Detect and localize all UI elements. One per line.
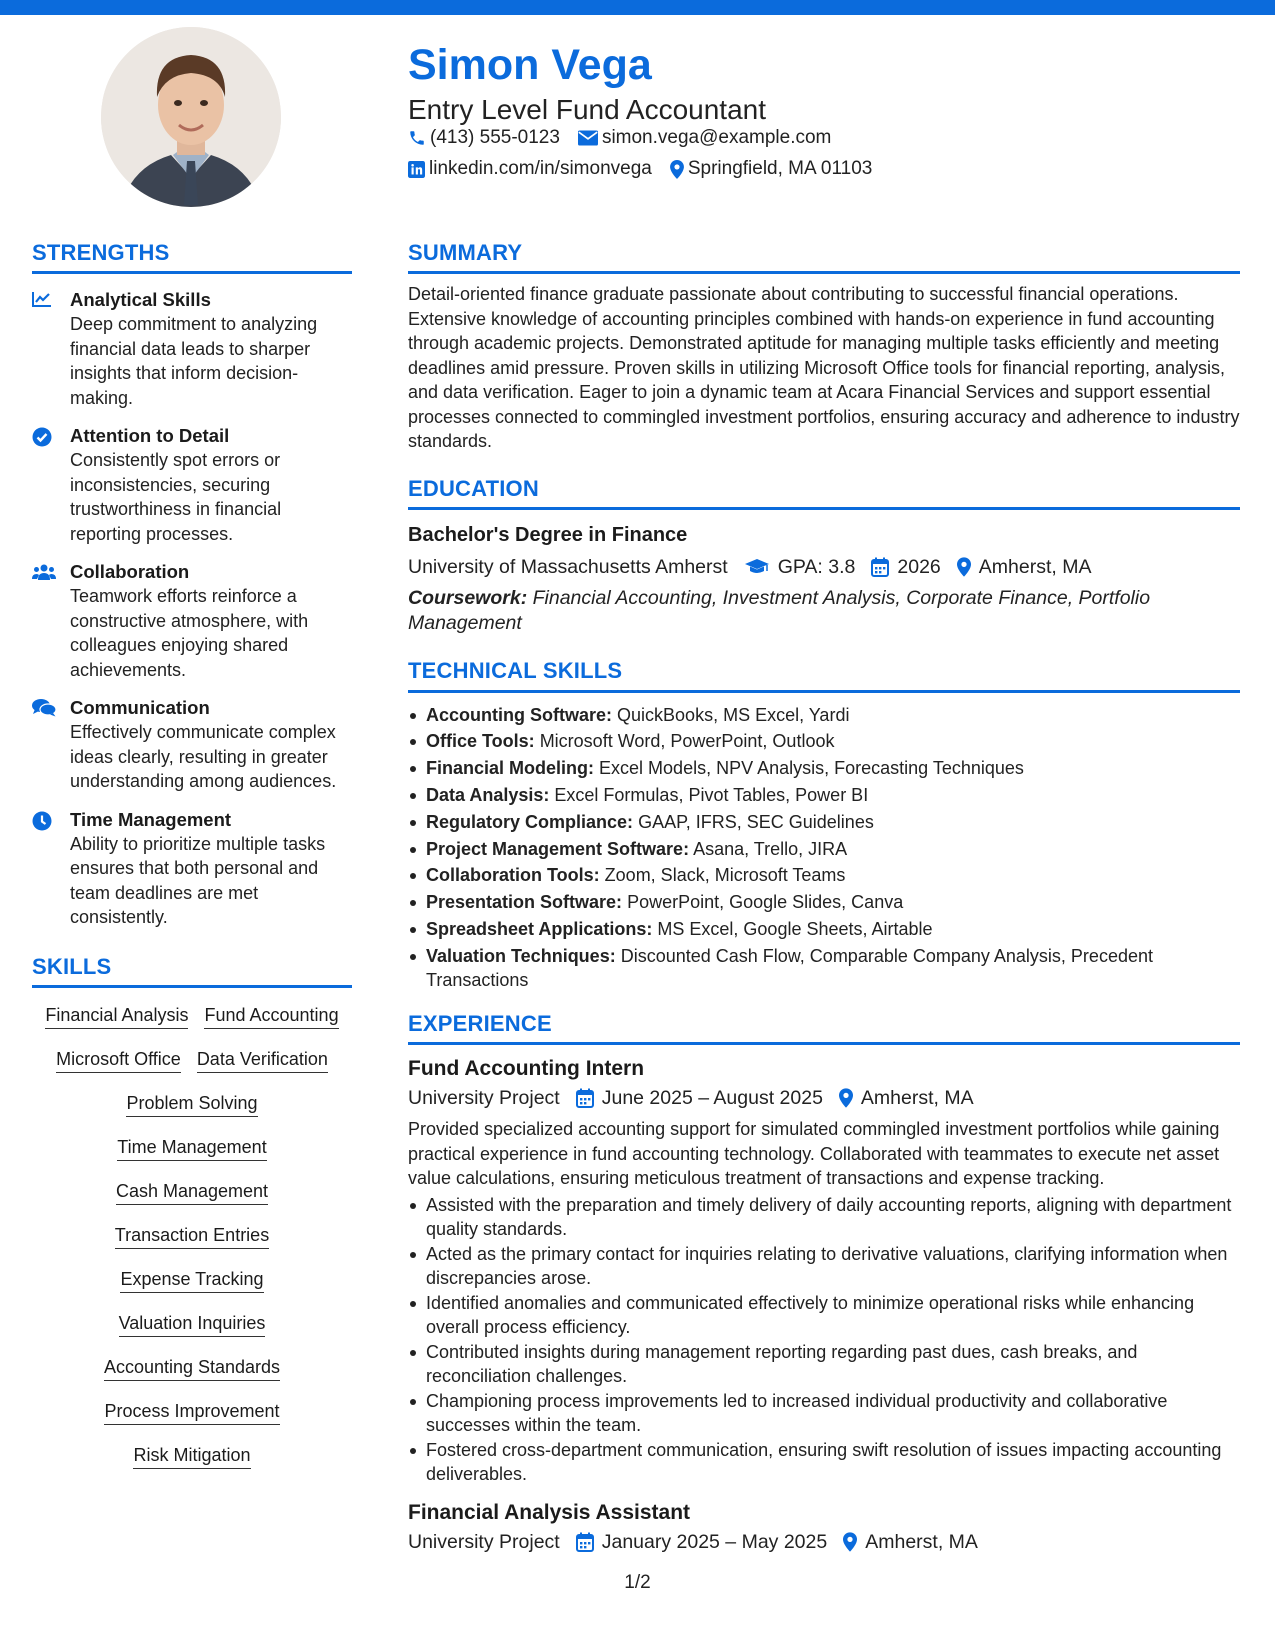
- comments-icon: [32, 699, 56, 717]
- calendar-icon: [576, 1088, 594, 1108]
- page-number: 1/2: [624, 1572, 651, 1593]
- skill-value: QuickBooks, MS Excel, Yardi: [617, 704, 850, 725]
- coursework: [408, 586, 1240, 636]
- skill-tag: Process Improvement: [104, 1400, 279, 1425]
- list-item: [408, 703, 1240, 728]
- skill-label: Collaboration Tools:: [426, 865, 600, 886]
- list-item: [408, 756, 1240, 781]
- skill-value: Excel Formulas, Pivot Tables, Power BI: [554, 785, 869, 806]
- list-item: Fostered cross-department communication, ensuring swift resolution of issues impacting accounting deliverables.: [408, 1438, 1240, 1487]
- year-text: 2026: [897, 556, 941, 579]
- skill-tag: Transaction Entries: [115, 1224, 269, 1249]
- section-divider: [408, 271, 1240, 274]
- education-meta: [408, 554, 1240, 580]
- envelope-icon: [578, 130, 598, 146]
- job-org: University Project: [408, 1530, 560, 1553]
- section-divider: [408, 690, 1240, 693]
- linkedin-text: linkedin.com/in/simonvega: [429, 158, 652, 179]
- skill-label: Data Analysis:: [426, 785, 550, 806]
- skill-tag: Expense Tracking: [120, 1268, 263, 1293]
- skill-tag: Time Management: [117, 1136, 266, 1161]
- check-circle-icon: [32, 427, 52, 447]
- list-item: Assisted with the preparation and timely delivery of daily accounting reports, aligning with department quality standards.: [408, 1193, 1240, 1242]
- skill-tag: Problem Solving: [126, 1092, 257, 1117]
- skill-label: Accounting Software:: [426, 704, 613, 725]
- skill-label: Office Tools:: [426, 731, 535, 752]
- strength-title: Attention to Detail: [70, 425, 230, 447]
- strength-desc: Teamwork efforts reinforce a constructive atmosphere, with colleagues enjoying shared achievements.: [70, 586, 309, 680]
- skill-value: Excel Models, NPV Analysis, Forecasting Techniques: [599, 758, 1024, 779]
- year-item: [871, 554, 940, 580]
- section-divider: [408, 507, 1240, 510]
- list-item: [408, 890, 1240, 915]
- chart-line-icon: [32, 291, 52, 307]
- skill-tag: Risk Mitigation: [133, 1444, 250, 1469]
- calendar-icon: [576, 1532, 594, 1552]
- section-divider: [32, 985, 352, 988]
- job-dates: June 2025 – August 2025: [601, 1087, 823, 1110]
- strength-desc: Consistently spot errors or inconsistencies, securing trustworthiness in financial reporting processes.: [70, 450, 282, 544]
- edu-location-text: Amherst, MA: [978, 556, 1092, 579]
- job-org: University Project: [408, 1087, 560, 1110]
- list-item: Championing process improvements led to increased individual productivity and collaborative successes within the team.: [408, 1389, 1240, 1438]
- top-accent-bar: [0, 0, 1275, 15]
- location-contact: [670, 158, 873, 180]
- skill-value: Discounted Cash Flow, Comparable Company Analysis, Precedent Transactions: [426, 945, 1153, 991]
- strength-item: [32, 808, 352, 930]
- profile-photo: [101, 27, 281, 207]
- coursework-text: Financial Accounting, Investment Analysis, Corporate Finance, Portfolio Management: [408, 587, 1151, 635]
- strengths-list: [32, 288, 352, 930]
- skill-value: Zoom, Slack, Microsoft Teams: [604, 865, 846, 886]
- left-column: [32, 240, 352, 1488]
- contact-row-1: [408, 127, 849, 149]
- strength-title: Communication: [70, 697, 210, 719]
- job-location-item: [843, 1529, 978, 1555]
- strength-desc: Effectively communicate complex ideas clearly, resulting in greater understanding among audiences.: [70, 722, 337, 792]
- job-location: Amherst, MA: [865, 1530, 978, 1553]
- map-pin-icon: [843, 1532, 857, 1552]
- skill-label: Financial Modeling:: [426, 758, 595, 779]
- candidate-role: Entry Level Fund Accountant: [408, 94, 766, 125]
- job-dates: January 2025 – May 2025: [601, 1530, 828, 1553]
- list-item: [408, 944, 1240, 993]
- list-item: [408, 729, 1240, 754]
- experience-heading: EXPERIENCE: [408, 1010, 552, 1036]
- list-item: [408, 863, 1240, 888]
- list-item: [408, 917, 1240, 942]
- strength-item: [32, 696, 352, 794]
- degree-title: Bachelor's Degree in Finance: [408, 524, 688, 547]
- section-divider: [408, 1042, 1240, 1045]
- job-location: Amherst, MA: [860, 1087, 974, 1110]
- strength-title: Collaboration: [70, 561, 190, 583]
- strength-item: [32, 560, 352, 682]
- strength-title: Time Management: [70, 808, 232, 830]
- skill-tag: Fund Accounting: [204, 1004, 338, 1029]
- job-location-item: [839, 1085, 974, 1111]
- job-meta: [408, 1085, 1240, 1111]
- email-text: simon.vega@example.com: [601, 127, 832, 148]
- list-item: [408, 810, 1240, 835]
- skills-heading: SKILLS: [32, 953, 112, 979]
- summary-text: Detail-oriented finance graduate passionate about contributing to successful financial operations. Extensive knowledge of accounting principles combined with hands-on experience in fund accounting through academic projects. Demonstrated aptitude for managing multiple tasks efficiently and meeting deadlines amid pressure. Proven skills in utilizing Microsoft Office tools for financial reporting, analysis, and data verification. Eager to join a dynamic team at Acara Financial Services and support essential processes connected to commingled investment portfolios, ensuring accuracy and adherence to industry standards.: [408, 284, 1240, 452]
- technical-skills-heading: TECHNICAL SKILLS: [408, 658, 623, 684]
- list-item: Identified anomalies and communicated effectively to minimize operational risks while enhancing overall process efficiency.: [408, 1291, 1240, 1340]
- skill-tag: Cash Management: [116, 1180, 268, 1205]
- job-title: Financial Analysis Assistant: [408, 1500, 691, 1524]
- skill-label: Regulatory Compliance:: [426, 811, 634, 832]
- skills-tags: [32, 1004, 352, 1488]
- gpa-text: GPA: 3.8: [777, 556, 856, 579]
- job-title: Fund Accounting Intern: [408, 1057, 645, 1081]
- strength-item: [32, 424, 352, 546]
- skill-tag: Valuation Inquiries: [119, 1312, 266, 1337]
- map-pin-icon: [839, 1088, 853, 1108]
- gpa-item: [744, 554, 856, 580]
- map-pin-icon: [670, 160, 684, 179]
- skill-value: GAAP, IFRS, SEC Guidelines: [638, 811, 874, 832]
- map-pin-icon: [957, 557, 971, 577]
- skill-tag: Financial Analysis: [45, 1004, 188, 1029]
- strength-desc: Deep commitment to analyzing financial data leads to sharper insights that inform decision-making.: [70, 314, 318, 408]
- job-meta: [408, 1529, 1240, 1555]
- linkedin-contact[interactable]: [408, 158, 652, 180]
- job-bullets: [408, 1193, 1240, 1487]
- job-dates-item: [576, 1529, 828, 1555]
- skill-label: Presentation Software:: [426, 892, 623, 913]
- calendar-icon: [871, 557, 889, 577]
- edu-location-item: [957, 554, 1092, 580]
- graduation-cap-icon: [744, 558, 770, 576]
- linkedin-icon: [408, 161, 425, 178]
- candidate-name: Simon Vega: [408, 41, 652, 89]
- coursework-label: Coursework:: [408, 587, 528, 610]
- strength-desc: Ability to prioritize multiple tasks ensures that both personal and team deadlines are met consistently.: [70, 833, 326, 928]
- job-description: Provided specialized accounting support for simulated commingled investment portfolios while gaining practical experience in fund accounting technology. Collaborated with teammates to execute net asset value calculations, ensuring meticulous treatment of transactions and expense tracking.: [408, 1119, 1220, 1189]
- phone-text: (413) 555-0123: [430, 127, 560, 148]
- section-divider: [32, 271, 352, 274]
- skill-value: Asana, Trello, JIRA: [693, 838, 848, 859]
- strength-title: Analytical Skills: [70, 289, 211, 311]
- skill-label: Valuation Techniques:: [426, 945, 616, 966]
- phone-contact[interactable]: [408, 127, 560, 149]
- school-name: University of Massachusetts Amherst: [408, 556, 728, 579]
- skill-tag: Microsoft Office: [56, 1048, 181, 1073]
- strengths-heading: STRENGTHS: [32, 240, 170, 265]
- skill-value: PowerPoint, Google Slides, Canva: [627, 892, 904, 913]
- skill-value: Microsoft Word, PowerPoint, Outlook: [539, 731, 835, 752]
- clock-icon: [32, 811, 52, 831]
- location-text: Springfield, MA 01103: [687, 158, 873, 179]
- skill-label: Project Management Software:: [426, 838, 690, 859]
- list-item: Acted as the primary contact for inquiries relating to derivative valuations, clarifying information when discrepancies arose.: [408, 1242, 1240, 1291]
- users-icon: [32, 563, 56, 581]
- skill-tag: Data Verification: [197, 1048, 328, 1073]
- technical-skills-list: [408, 703, 1240, 993]
- phone-icon: [408, 129, 426, 147]
- skill-value: MS Excel, Google Sheets, Airtable: [657, 919, 933, 940]
- skill-tag: Accounting Standards: [104, 1356, 280, 1381]
- list-item: [408, 837, 1240, 862]
- list-item: [408, 783, 1240, 808]
- job-dates-item: [576, 1085, 823, 1111]
- list-item: Contributed insights during management reporting regarding past dues, cash breaks, and reconciliation challenges.: [408, 1340, 1240, 1389]
- contact-row-2: [408, 158, 890, 180]
- email-contact[interactable]: [578, 127, 831, 149]
- right-column: [408, 240, 1240, 1555]
- education-heading: EDUCATION: [408, 475, 539, 501]
- strength-item: [32, 288, 352, 410]
- skill-label: Spreadsheet Applications:: [426, 919, 653, 940]
- summary-heading: SUMMARY: [408, 240, 523, 265]
